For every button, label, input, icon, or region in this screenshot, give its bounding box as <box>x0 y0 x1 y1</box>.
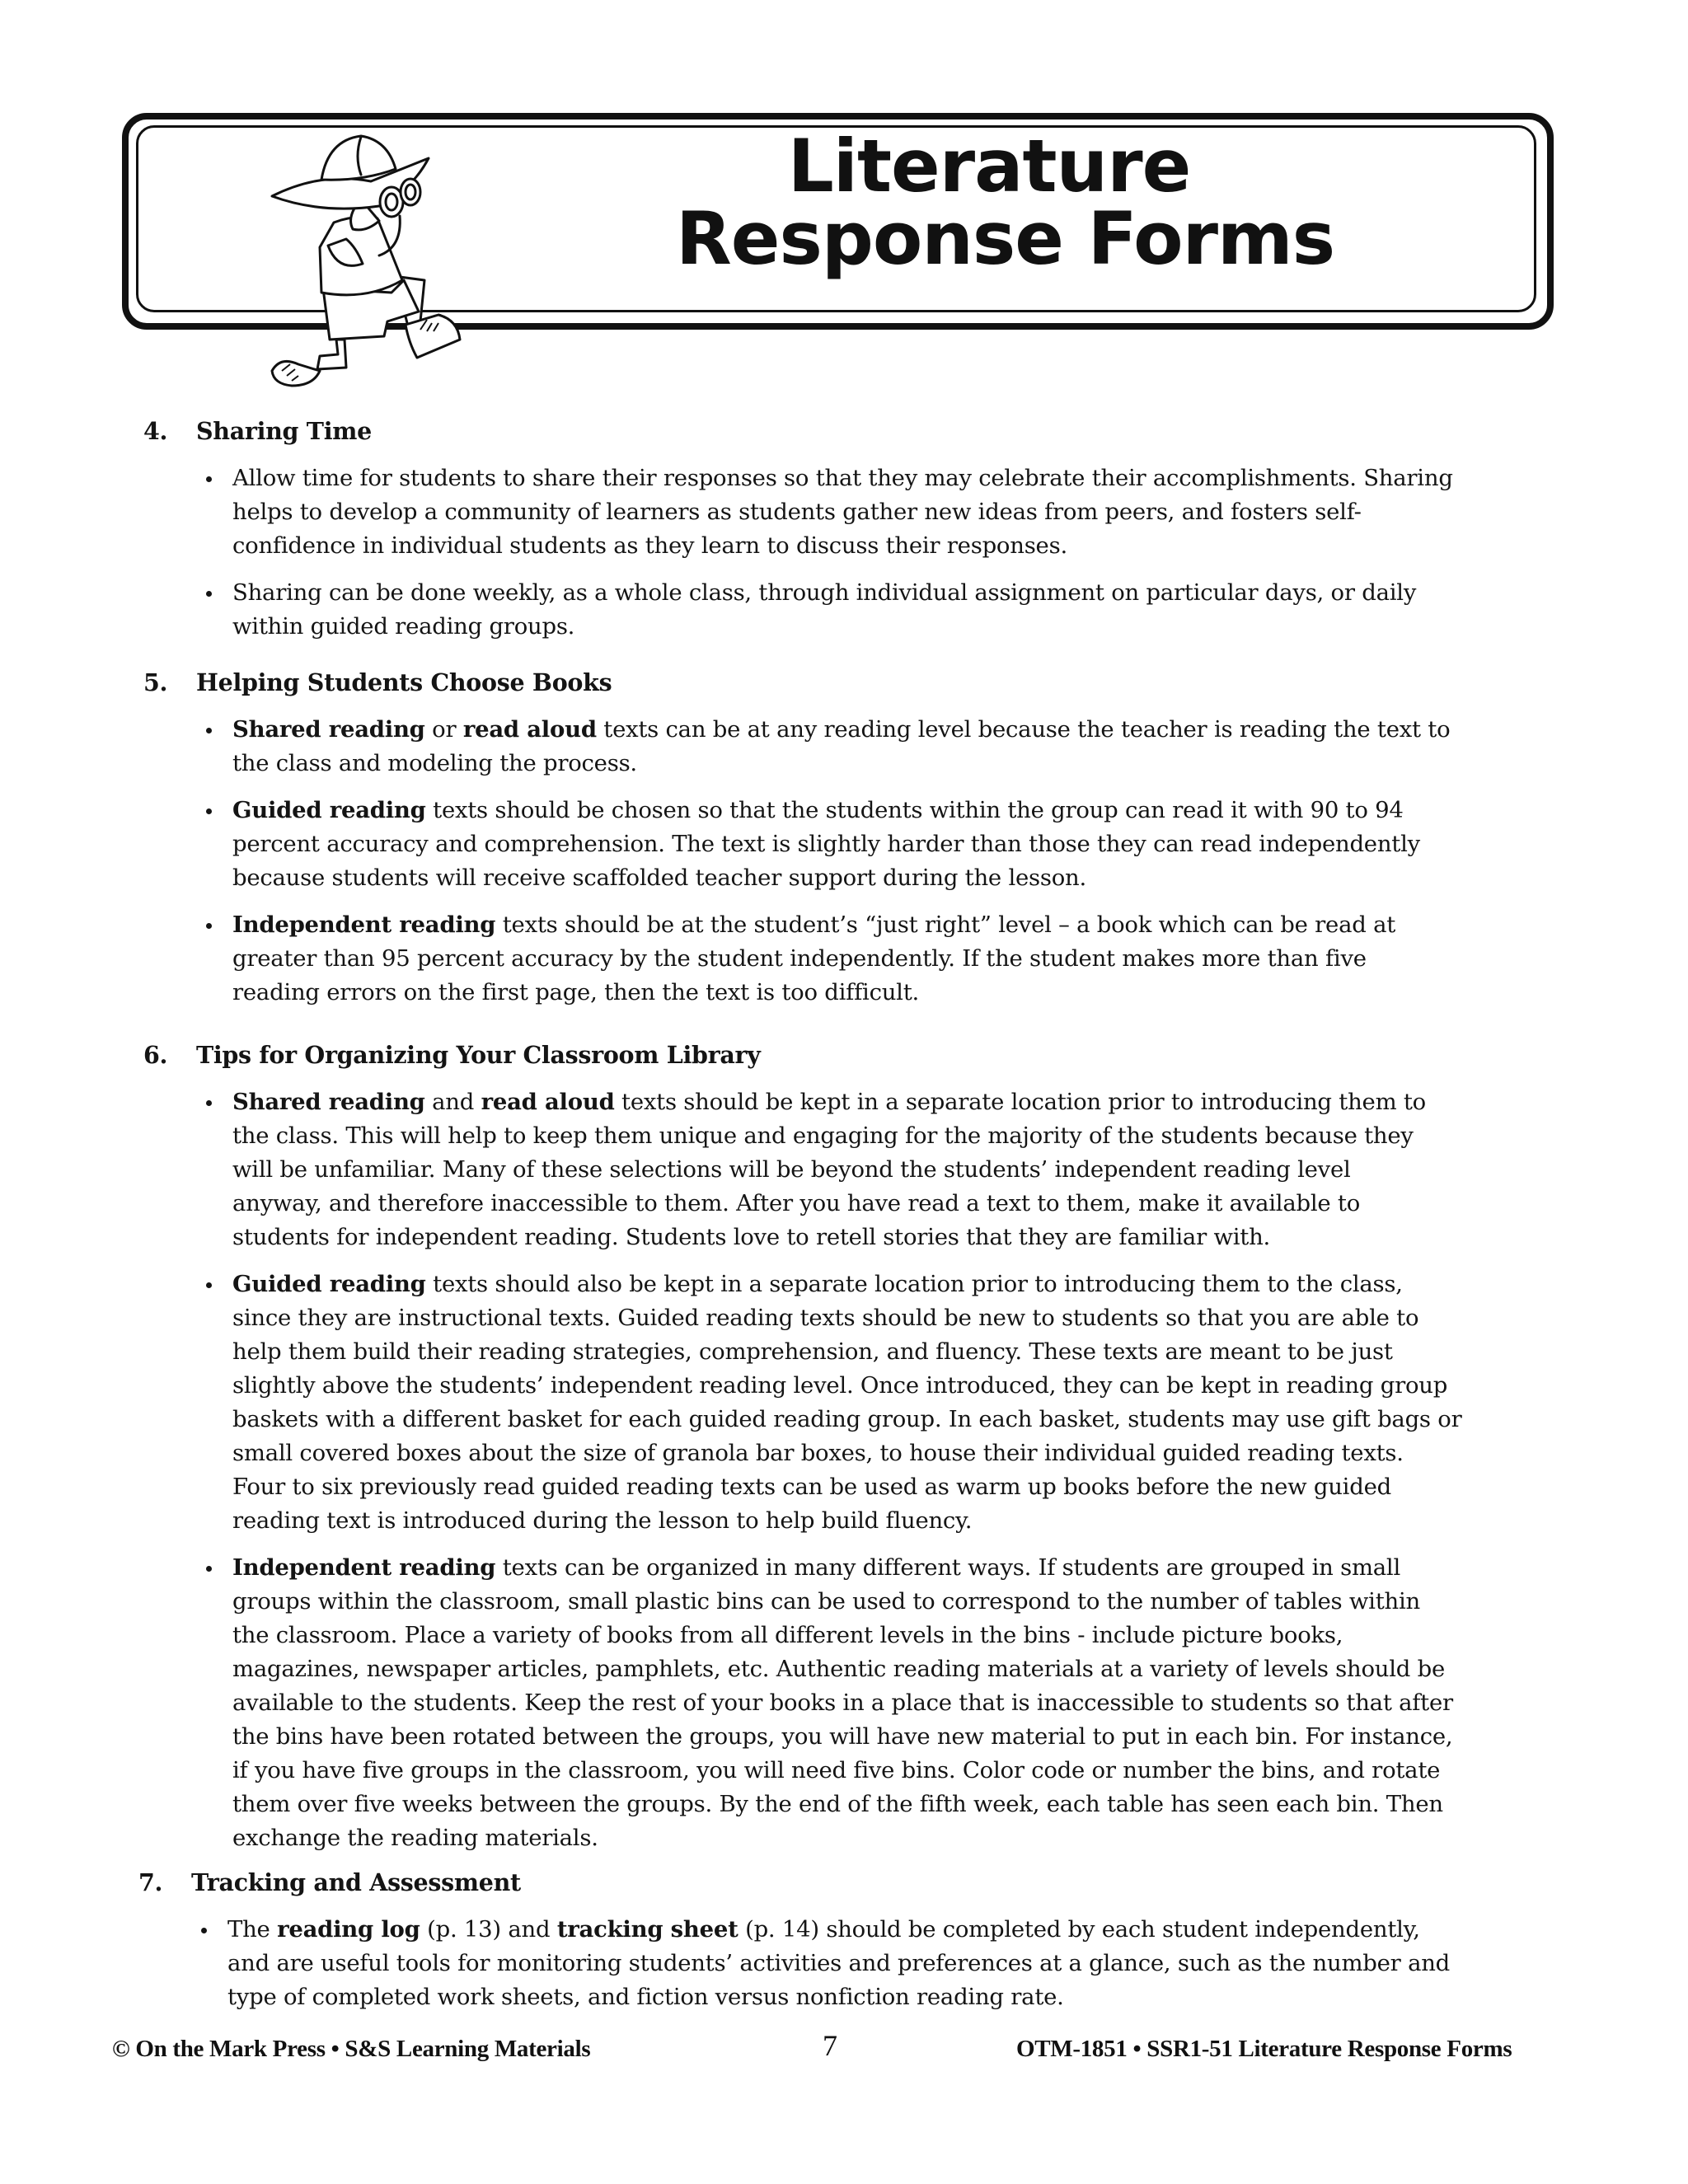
bold-term: reading log <box>277 1916 420 1943</box>
text-line <box>232 576 1553 610</box>
bullet-dot-icon <box>206 476 212 482</box>
text-line <box>232 1821 1553 1855</box>
text-line <box>232 942 1553 976</box>
text-run: anyway, and therefore inaccessible to them. After you have read a text to them, make it available to <box>232 1190 1361 1216</box>
text-run: and <box>424 1089 481 1115</box>
section-number: 6. <box>143 1041 168 1069</box>
section-title: Tracking and Assessment <box>191 1868 521 1896</box>
text-run: texts should also be kept in a separate location prior to introducing them to the class, <box>425 1271 1403 1297</box>
text-run: the class and modeling the process. <box>232 750 637 776</box>
text-line <box>232 1551 1553 1585</box>
text-run: exchange the reading materials. <box>232 1825 598 1851</box>
section-number: 4. <box>143 417 168 445</box>
text-run: (p. 14) should be completed by each student independently, <box>738 1916 1420 1943</box>
text-run: them over five weeks between the groups. By the end of the fifth week, each table has seen each bin. Then <box>232 1791 1443 1817</box>
text-run: if you have five groups in the classroom, you will need five bins. Color code or number the bins, and rotate <box>232 1757 1441 1783</box>
bullet-dot-icon <box>206 1566 212 1572</box>
bold-term: Shared reading <box>232 716 425 743</box>
text-line <box>232 747 1553 780</box>
text-line <box>232 1754 1553 1788</box>
footer-product-code: OTM-1851 • SSR1-51 Literature Response Forms <box>1016 2036 1512 2062</box>
text-run: within guided reading groups. <box>232 613 575 640</box>
section-number: 5. <box>143 668 168 696</box>
page-title-line-2: Response Forms <box>676 196 1335 281</box>
text-line <box>232 1369 1553 1403</box>
section-sharing-time <box>143 415 1553 644</box>
bullet-dot-icon <box>206 808 212 814</box>
bold-term: read aloud <box>481 1089 615 1115</box>
text-run: greater than 95 percent accuracy by the student independently. If the student makes more than five <box>232 945 1367 972</box>
text-run: Allow time for students to share their responses so that they may celebrate their accomplishments. Sharing <box>232 465 1453 491</box>
bold-term: Shared reading <box>232 1089 425 1115</box>
text-run: baskets with a different basket for each guided reading group. In each basket, students may use gift bags or <box>232 1406 1462 1432</box>
bullet-dot-icon <box>206 1100 212 1106</box>
text-run: available to the students. Keep the rest of your books in a place that is inaccessible to students so that after <box>232 1690 1453 1716</box>
bold-term: Independent reading <box>232 912 496 938</box>
page-title <box>676 124 1335 281</box>
bullet-dot-icon <box>206 591 212 597</box>
text-run: students for independent reading. Students love to retell stories that they are familiar with. <box>232 1224 1271 1250</box>
text-line <box>232 1119 1553 1153</box>
text-run: confidence in individual students as they learn to discuss their responses. <box>232 532 1067 559</box>
text-line <box>232 1585 1553 1619</box>
bold-term: Independent reading <box>232 1554 496 1581</box>
text-line <box>232 976 1553 1010</box>
text-run: type of completed work sheets, and fiction versus nonfiction reading rate. <box>227 1984 1064 2010</box>
section-number: 7. <box>138 1868 163 1896</box>
text-line <box>232 1686 1553 1720</box>
bullet-item <box>143 1085 1553 1254</box>
text-line <box>232 1720 1553 1754</box>
bullet-item <box>143 1268 1553 1538</box>
text-line <box>232 1268 1553 1301</box>
text-run: slightly above the students’ independent reading level. Once introduced, they can be kept in reading group <box>232 1372 1448 1399</box>
bullet-item <box>143 576 1553 644</box>
section-title: Sharing Time <box>196 417 372 445</box>
bullet-item <box>143 462 1553 563</box>
text-line <box>227 1947 1548 1980</box>
explorer-with-binoculars-icon <box>223 124 478 404</box>
bullet-dot-icon <box>206 923 212 929</box>
bold-term: Guided reading <box>232 797 426 823</box>
text-line <box>232 529 1553 563</box>
text-run: reading text is introduced during the lesson to help build fluency. <box>232 1507 973 1534</box>
text-run: texts can be organized in many different ways. If students are grouped in small <box>495 1554 1401 1581</box>
section-tracking-and-assessment <box>138 1866 1548 2014</box>
text-run: since they are instructional texts. Guided reading texts should be new to students so that you are able to <box>232 1305 1419 1331</box>
text-line <box>232 1187 1553 1221</box>
text-line <box>227 1913 1548 1947</box>
bullet-dot-icon <box>206 1282 212 1288</box>
text-run: small covered boxes about the size of granola bar boxes, to house their individual guided reading texts. <box>232 1440 1404 1466</box>
text-run: texts should be chosen so that the students within the group can read it with 90 to 94 <box>425 797 1404 823</box>
text-run: and are useful tools for monitoring students’ activities and preferences at a glance, such as the number and <box>227 1950 1451 1976</box>
bullet-item <box>143 908 1553 1010</box>
text-run: Sharing can be done weekly, as a whole class, through individual assignment on particular days, or daily <box>232 579 1417 606</box>
bold-term: tracking sheet <box>556 1916 738 1943</box>
text-line <box>232 1619 1553 1652</box>
text-line <box>232 1221 1553 1254</box>
page-title-line-1: Literature <box>787 124 1191 209</box>
text-run: magazines, newspaper articles, pamphlets, etc. Authentic reading materials at a variety of levels should be <box>232 1656 1446 1682</box>
text-line <box>232 861 1553 895</box>
text-run: reading errors on the first page, then the text is too difficult. <box>232 979 920 1005</box>
bullet-dot-icon <box>206 728 212 733</box>
text-run: because students will receive scaffolded teacher support during the lesson. <box>232 865 1086 891</box>
text-line <box>232 1403 1553 1436</box>
page-footer <box>0 2029 1688 2065</box>
text-line <box>232 1153 1553 1187</box>
text-line <box>232 794 1553 827</box>
text-run: percent accuracy and comprehension. The text is slightly harder than those they can read independently <box>232 831 1420 857</box>
section-title: Tips for Organizing Your Classroom Library <box>196 1041 761 1069</box>
text-run: the classroom. Place a variety of books from all different levels in the bins - include picture books, <box>232 1622 1343 1648</box>
bullet-item <box>138 1913 1548 2014</box>
text-line <box>232 1788 1553 1821</box>
text-run: texts can be at any reading level because the teacher is reading the text to <box>596 716 1451 743</box>
section-heading <box>138 1866 1548 1900</box>
section-organizing-classroom-library <box>143 1038 1553 1855</box>
text-line <box>227 1980 1548 2014</box>
text-line <box>232 462 1553 495</box>
bullet-item <box>143 794 1553 895</box>
text-run: helps to develop a community of learners as students gather new ideas from peers, and fosters self- <box>232 499 1362 525</box>
text-run: The <box>227 1916 278 1943</box>
text-run: groups within the classroom, small plastic bins can be used to correspond to the number of tables within <box>232 1588 1420 1615</box>
footer-copyright: © On the Mark Press • S&S Learning Materials <box>112 2036 591 2062</box>
page-number: 7 <box>823 2029 837 2062</box>
text-run: the class. This will help to keep them unique and engaging for the majority of the students because they <box>232 1122 1414 1149</box>
text-line <box>232 827 1553 861</box>
bold-term: Guided reading <box>232 1271 426 1297</box>
section-heading <box>143 666 1553 700</box>
text-run: texts should be kept in a separate location prior to introducing them to <box>614 1089 1426 1115</box>
text-line <box>232 1470 1553 1504</box>
text-line <box>232 713 1553 747</box>
section-heading <box>143 415 1553 448</box>
bold-term: read aloud <box>462 716 597 743</box>
text-line <box>232 610 1553 644</box>
text-run: will be unfamiliar. Many of these selections will be beyond the students’ independent reading level <box>232 1156 1351 1183</box>
text-line <box>232 1504 1553 1538</box>
text-line <box>232 1301 1553 1335</box>
text-line <box>232 908 1553 942</box>
text-line <box>232 1335 1553 1369</box>
text-line <box>232 1085 1553 1119</box>
text-run: or <box>424 716 463 743</box>
bullet-item <box>143 1551 1553 1855</box>
bullet-item <box>143 713 1553 780</box>
text-line <box>232 1436 1553 1470</box>
text-line <box>232 1652 1553 1686</box>
section-heading <box>143 1038 1553 1072</box>
text-line <box>232 495 1553 529</box>
text-run: (p. 13) and <box>420 1916 557 1943</box>
bullet-dot-icon <box>201 1928 207 1933</box>
text-run: Four to six previously read guided reading texts can be used as warm up books before the new guided <box>232 1474 1391 1500</box>
text-run: the bins have been rotated between the groups, you will have new material to put in each bin. For instance, <box>232 1723 1453 1750</box>
section-title: Helping Students Choose Books <box>196 668 612 696</box>
section-helping-students-choose-books <box>143 666 1553 1010</box>
text-run: texts should be at the student’s “just right” level – a book which can be read at <box>495 912 1396 938</box>
text-run: help them build their reading strategies, comprehension, and fluency. These texts are meant to be just <box>232 1338 1393 1365</box>
